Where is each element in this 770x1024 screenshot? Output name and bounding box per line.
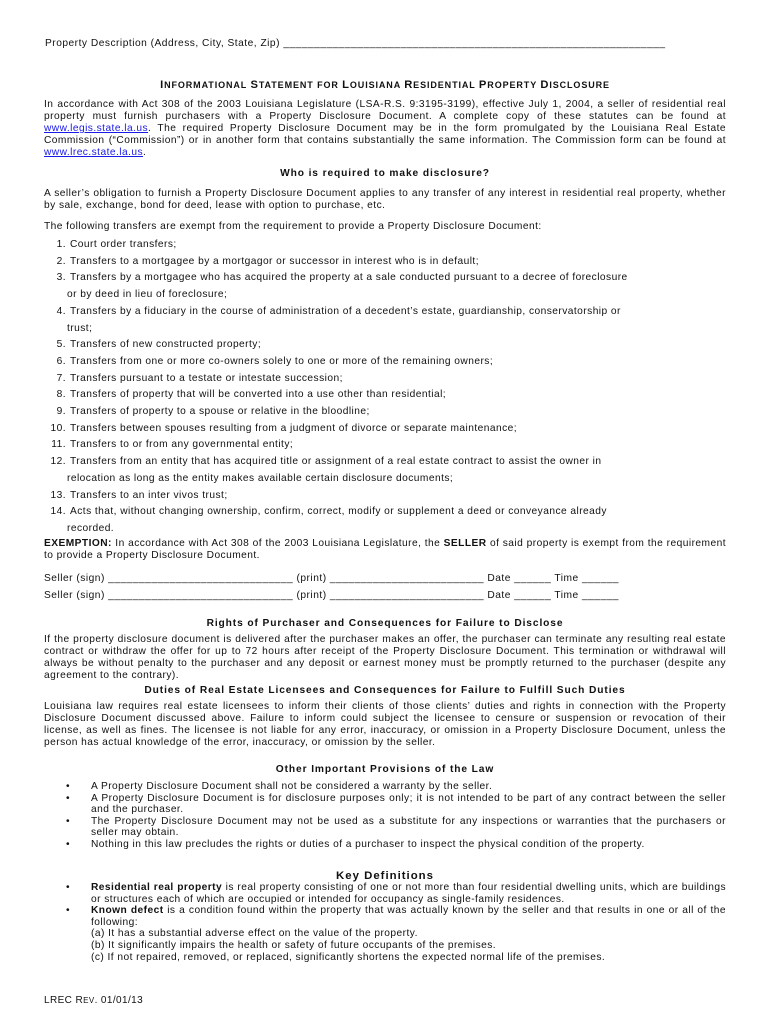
list-item: • A Property Disclosure Document shall not be considered a warranty by the seller. [66, 781, 493, 792]
list-item: • Residential real property is real property consisting of one or not more than four residential dwelling units, which are buildings or structures each of which are occupied or intended for occupancy as single-family residences. [66, 882, 726, 905]
legis-link[interactable]: www.legis.state.la.us [44, 123, 149, 134]
defect-subitem: (a) It has a substantial adverse effect on the value of the property. [91, 928, 418, 940]
key-definitions-list [44, 882, 726, 963]
list-item: 2. Transfers to a mortgagee by a mortgagor or successor in interest who is in default; [56, 255, 479, 267]
rights-paragraph: If the property disclosure document is delivered after the purchaser makes an offer, the purchaser can terminate any resulting real estate contract or withdraw the offer for up to 72 hours after receipt of the Property Disclosure Document. This termination or withdrawal will always be without penalty to the purchaser and any deposit or earnest money must be promptly returned to the purchaser (despite any agreement to the contrary). [44, 634, 726, 681]
bullet-icon: • [66, 781, 71, 792]
list-item: 11. Transfers to or from any governmental entity; [51, 439, 294, 451]
duties-heading: Duties of Real Estate Licensees and Consequences for Failure to Fulfill Such Duties [144, 685, 626, 696]
bullet-icon: • [66, 905, 71, 917]
bullet-icon: • [66, 815, 71, 827]
bullet-icon: • [66, 792, 71, 804]
list-item: 1. Court order transfers; [56, 239, 177, 250]
intro-paragraph: In accordance with Act 308 of the 2003 Louisiana Legislature (LSA-R.S. 9:3195-3199), effective July 1, 2004, a seller of residential real property must furnish purchasers with a Property Disclosure Document. A complete copy of these statutes can be found at www.legis.state.la.us. The required Property Disclosure Document may be in the form promulgated by the Louisiana Real Estate Commission (“Commission”) or in another form that contains substantially the same information. The Commission form can be found at www.lrec.state.la.us. [44, 99, 726, 158]
list-item: 4. Transfers by a fiduciary in the course of administration of a decedent’s estate, guardianship, conservatorship or trust; [56, 305, 621, 334]
obligation-paragraph: A seller’s obligation to furnish a Property Disclosure Document applies to any transfer of any interest in residential real property, whether by sale, exchange, bond for deed, lease with option to purchase, etc. [44, 188, 726, 211]
list-item: 13. Transfers to an inter vivos trust; [50, 489, 228, 501]
who-heading: Who is required to make disclosure? [280, 168, 490, 179]
list-item: • A Property Disclosure Document is for disclosure purposes only; it is not intended to be part of any contract between the seller and the purchaser. [66, 792, 726, 816]
list-item: 6. Transfers from one or more co-owners solely to one or more of the remaining owners; [56, 355, 494, 367]
list-item: 14. Acts that, without changing ownership, confirm, correct, modify or supplement a deed or conveyance already recorded. [50, 506, 607, 534]
exempt-transfers-list [44, 237, 726, 538]
exemption-paragraph: EXEMPTION: In accordance with Act 308 of the 2003 Louisiana Legislature, the SELLER of said property is exempt from the requirement to provide a Property Disclosure Document. [44, 538, 726, 561]
list-item: 5. Transfers of new constructed property; [56, 339, 262, 351]
key-definitions-heading: Key Definitions [336, 870, 434, 882]
document-title: INFORMATIONAL STATEMENT FOR LOUISIANA RESIDENTIAL PROPERTY DISCLOSURE [160, 79, 610, 91]
rights-heading: Rights of Purchaser and Consequences for Failure to Disclose [206, 618, 564, 629]
footer-revision: LREC REV. 01/01/13 [44, 995, 144, 1006]
list-item: • The Property Disclosure Document may not be used as a substitute for any inspections or warranties that the purchasers or seller may obtain. [66, 815, 726, 839]
seller-signature-line-1[interactable]: Seller (sign) ______________________________ (print) _________________________ Date ______ Time ______ [44, 573, 619, 584]
seller-signature-line-2[interactable]: Seller (sign) ______________________________ (print) _________________________ Date ______ Time ______ [44, 590, 619, 601]
bullet-icon: • [66, 838, 71, 850]
lrec-link[interactable]: www.lrec.state.la.us [44, 147, 144, 158]
list-item: 7. Transfers pursuant to a testate or intestate succession; [56, 372, 343, 384]
exempt-intro: The following transfers are exempt from the requirement to provide a Property Disclosure Document: [44, 221, 542, 232]
list-item: 8. Transfers of property that will be converted into a use other than residential; [56, 389, 447, 401]
other-provisions-heading: Other Important Provisions of the Law [275, 764, 495, 775]
defect-subitem: (b) It significantly impairs the health or safety of future occupants of the premises. [91, 939, 497, 951]
bullet-icon: • [66, 882, 71, 893]
defect-subitem: (c) If not repaired, removed, or replaced, significantly shortens the expected normal life of the premises. [91, 951, 606, 963]
list-item: 10. Transfers between spouses resulting from a judgment of divorce or separate maintenance; [50, 422, 518, 434]
property-description-line: Property Description (Address, City, State, Zip) ______________________________________________________________ [45, 38, 666, 49]
list-item: 3. Transfers by a mortgagee who has acquired the property at a sale conducted pursuant to a decree of foreclosure or by deed in lieu of foreclosure; [56, 272, 628, 301]
list-item: • Known defect is a condition found within the property that was actually known by the seller and that results in one or all of the following: (a) It has a substantial adverse effect on the value of the property. (b) It significantly impairs the health or safety of future occupants of the premises. (c) If not repaired, removed, or replaced, significantly shortens the expected normal life of the premises. [66, 905, 726, 963]
other-provisions-list [44, 781, 726, 851]
list-item: 9. Transfers of property to a spouse or relative in the bloodline; [56, 406, 370, 418]
list-item: 12. Transfers from an entity that has acquired title or assignment of a real estate contract to assist the owner in relocation as long as the entity makes available certain disclosure documents; [50, 456, 602, 484]
list-item: • Nothing in this law precludes the rights or duties of a purchaser to inspect the physical condition of the property. [66, 838, 645, 850]
duties-paragraph: Louisiana law requires real estate licensees to inform their clients of those clients’ duties and rights in connection with the Property Disclosure Document discussed above. Failure to inform could subject the licensee to censure or suspension or revocation of their license, as well as fines. The licensee is not liable for any error, inaccuracy, or omission in a Property Disclosure Document, unless the person has actual knowledge of the error, inaccuracy, or omission by the seller. [44, 701, 726, 748]
